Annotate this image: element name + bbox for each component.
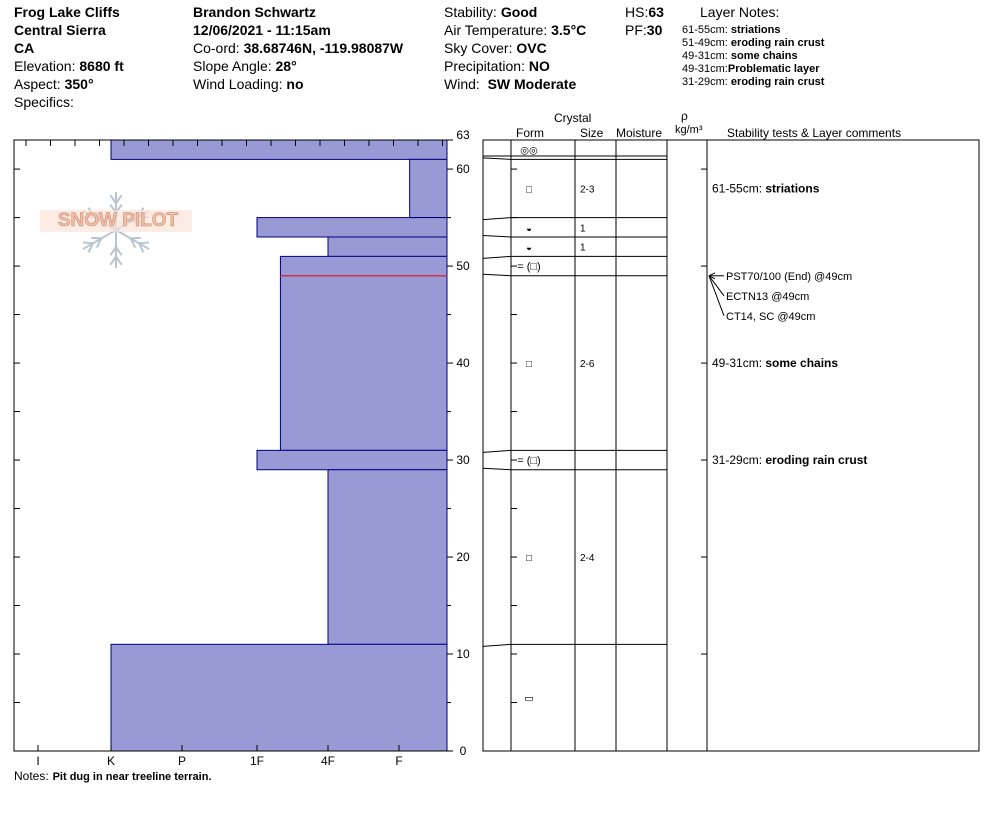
hardness-scale-label: I — [36, 754, 40, 768]
layer-comment — [712, 453, 867, 467]
layer-note-range: 31-29cm: — [682, 76, 728, 88]
depth-label: 20 — [456, 550, 470, 565]
depth-label: 63 — [456, 128, 470, 142]
comments-header: Stability tests & Layer comments — [727, 126, 902, 140]
crystal-form: □ — [525, 184, 533, 196]
stability-label: Stability: — [444, 4, 497, 20]
hardness-layer-bar — [111, 644, 447, 751]
layer-note-range: 51-49cm: — [682, 37, 728, 49]
hardness-layer-bar — [328, 237, 447, 256]
coord-value: 38.68746N, -119.98087W — [243, 40, 404, 56]
wind-label: Wind: — [444, 76, 480, 92]
depth-label: 60 — [456, 162, 470, 177]
snowflake-arm — [116, 230, 149, 249]
snowflake-branch — [139, 243, 149, 244]
location-name: Frog Lake Cliffs — [14, 4, 120, 20]
hardness-layer-bar — [111, 140, 447, 159]
hardness-layer-bar — [257, 218, 447, 237]
slope-value: 28° — [275, 58, 297, 74]
specifics-label: Specifics: — [14, 94, 74, 110]
hardness-layer-bar — [257, 450, 447, 469]
hardness-layer-bar — [280, 276, 447, 451]
crystal-form: ◒ — [525, 223, 533, 235]
hs-label: HS: — [625, 4, 649, 20]
coord-label: Co-ord: — [193, 40, 240, 56]
size-header: Size — [580, 126, 604, 140]
layer-note-range: 49-31cm: — [682, 63, 728, 75]
notes-value: Pit dug in near treeline terrain. — [52, 771, 212, 783]
crystal-size: 2-3 — [580, 184, 595, 196]
layer-notes-title: Layer Notes: — [700, 4, 780, 20]
layer-note-text: striations — [730, 24, 781, 36]
depth-label: 10 — [456, 647, 470, 662]
hardness-scale-label: P — [177, 754, 187, 768]
observer: Brandon Schwartz — [193, 4, 316, 20]
stability-test-result: CT14, SC @49cm — [726, 310, 816, 323]
snow-pilot-logo — [38, 188, 198, 270]
depth-label: 0 — [459, 744, 467, 758]
crystal-form: ▭ — [524, 693, 534, 705]
panel-frame — [483, 140, 979, 751]
crystal-form: = (□) — [517, 261, 541, 274]
layer-note-text: eroding rain crust — [730, 76, 825, 88]
notes-label: Notes: — [14, 769, 49, 783]
layer-note-text: eroding rain crust — [730, 37, 825, 49]
pf-label: PF: — [625, 22, 647, 38]
layer-comment-text: eroding rain crust — [765, 453, 868, 468]
crystal-panel — [483, 140, 979, 751]
pf-value: 30 — [646, 22, 663, 38]
precip-value: NO — [528, 58, 550, 74]
depth-label: 30 — [456, 453, 470, 468]
density-unit: kg/m³ — [675, 124, 703, 136]
layer-comment-range: 61-55cm: — [712, 181, 766, 196]
crystal-form: ◒ — [525, 242, 533, 254]
crystal-table-frame — [511, 140, 707, 751]
crystal-form: ◎◎ — [520, 145, 538, 157]
layer-note-text: some chains — [730, 50, 798, 62]
hardness-layer-bar — [280, 256, 447, 275]
sky-label: Sky Cover: — [444, 40, 513, 56]
layer-note-text: Problematic layer — [727, 63, 820, 75]
form-header: Form — [516, 126, 544, 140]
snowflake-arm — [83, 230, 116, 249]
elevation-value: 8680 ft — [79, 58, 124, 74]
moisture-header: Moisture — [616, 126, 663, 140]
stability-test-arrow — [709, 276, 724, 316]
hardness-layer-bar — [328, 470, 447, 645]
crystal-size: 2-4 — [580, 553, 595, 565]
hardness-scale-label: 1F — [249, 754, 265, 768]
sky-value: OVC — [516, 40, 547, 56]
state: CA — [14, 40, 35, 56]
crystal-header: Crystal — [554, 111, 592, 125]
crystal-form: = (□) — [517, 455, 541, 468]
crystal-form: □ — [525, 359, 533, 371]
crystal-size: 1 — [580, 242, 586, 254]
air-temp-value: 3.5°C — [551, 22, 587, 38]
crystal-form: □ — [525, 553, 533, 565]
logo-text: SNOW PILOT — [57, 210, 179, 231]
precip-label: Precipitation: — [444, 58, 525, 74]
depth-label: 40 — [456, 356, 470, 371]
hardness-layer-bar — [410, 159, 447, 217]
aspect-value: 350° — [64, 76, 94, 92]
hardness-scale-label: K — [106, 754, 116, 768]
layer-comment-text: some chains — [765, 356, 839, 371]
layer-comment-range: 31-29cm: — [712, 453, 766, 468]
date-time: 12/06/2021 - 11:15am — [193, 22, 331, 38]
air-temp-label: Air Temperature: — [444, 22, 548, 38]
mountain-range: Central Sierra — [14, 22, 106, 38]
stability-test-arrow — [709, 276, 724, 296]
snowflake-branch — [91, 238, 101, 239]
snowflake-branch — [83, 243, 93, 244]
stability-test-result: PST70/100 (End) @49cm — [726, 270, 853, 283]
slope-label: Slope Angle: — [193, 58, 272, 74]
hardness-scale-label: F — [395, 754, 403, 768]
wind-value: SW Moderate — [487, 76, 577, 92]
layer-note-range: 49-31cm: — [682, 50, 728, 62]
stability-value: Good — [500, 4, 538, 20]
stability-test-result: ECTN13 @49cm — [726, 290, 810, 303]
layer-comment — [712, 181, 820, 195]
depth-label: 50 — [456, 259, 470, 274]
elevation-label: Elevation: — [14, 58, 76, 74]
wind-loading-label: Wind Loading: — [193, 76, 283, 92]
aspect-label: Aspect: — [14, 76, 61, 92]
crystal-size: 1 — [580, 223, 586, 235]
crystal-size: 2-6 — [580, 359, 595, 371]
density-symbol: ρ — [681, 109, 688, 123]
layer-comment-range: 49-31cm: — [712, 356, 766, 371]
hs-value: 63 — [648, 4, 664, 20]
hardness-scale-label: 4F — [320, 754, 336, 768]
notes — [14, 767, 212, 784]
layer-comment — [712, 356, 838, 370]
snowflake-branch — [131, 238, 141, 239]
layer-comment-text: striations — [765, 181, 820, 196]
wind-loading-value: no — [286, 76, 304, 92]
snowflake-icon — [38, 188, 198, 270]
layer-note-range: 61-55cm: — [682, 24, 728, 36]
